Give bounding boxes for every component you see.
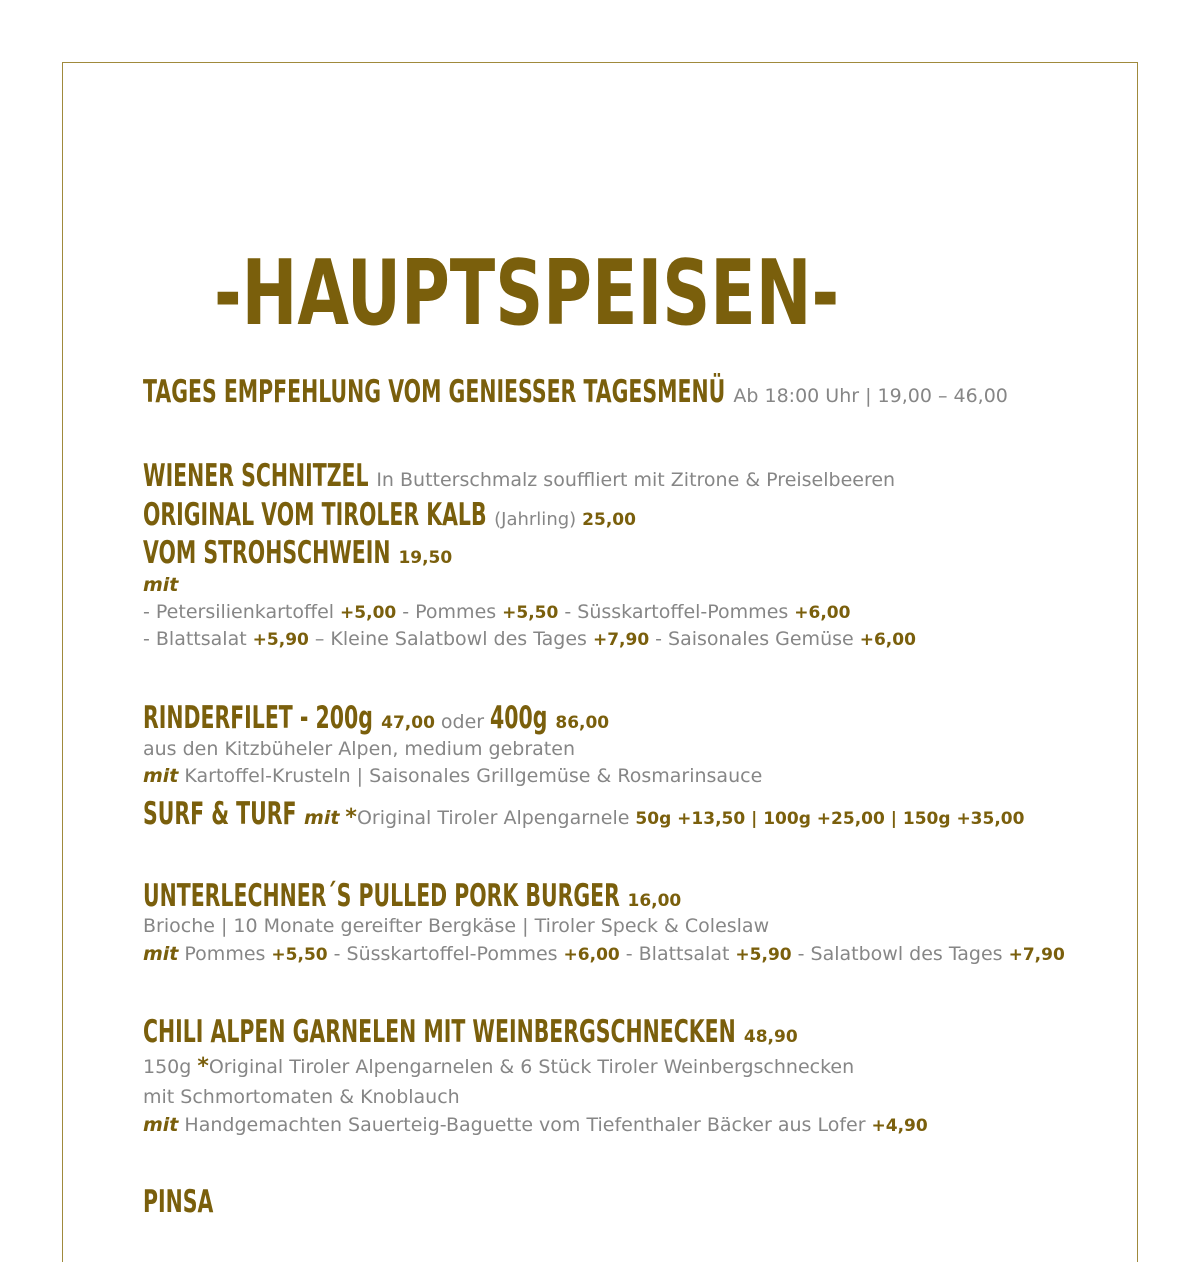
chili-desc2-row	[143, 1086, 460, 1108]
side-salatbowl-price: +7,90	[592, 630, 650, 650]
chili-mit: mit	[143, 1114, 179, 1136]
side-gemuese-price: +6,00	[859, 630, 916, 650]
burger-side-suesskartoffel-price: +6,00	[563, 945, 620, 965]
chili-sides: Handgemachten Sauerteig-Baguette vom Tiefenthaler Bäcker aus Lofer	[184, 1114, 866, 1136]
tages-name: TAGES EMPFEHLUNG VOM GENIESSER TAGESMENÜ	[143, 374, 726, 410]
tages-info: Ab 18:00 Uhr | 19,00 – 46,00	[733, 385, 1008, 407]
burger-side-suesskartoffel: - Süsskartoffel-Pommes	[333, 943, 558, 965]
chili-desc1: Original Tiroler Alpengarnelen & 6 Stück Tiroler Weinbergschnecken	[208, 1056, 855, 1078]
schwein-price: 19,50	[398, 548, 453, 568]
kalb-name: ORIGINAL VOM TIROLER KALB	[143, 497, 487, 533]
rinder-desc-row	[143, 738, 575, 760]
side-blattsalat: - Blattsalat	[143, 628, 247, 650]
burger-sides-row	[143, 943, 1065, 965]
chili-sides-price: +4,90	[871, 1116, 928, 1136]
burger-side-salatbowl-price: +7,90	[1008, 945, 1065, 965]
chili-sides-row	[143, 1114, 928, 1136]
pinsa-row	[143, 1184, 221, 1220]
side-salatbowl: – Kleine Salatbowl des Tages	[314, 628, 587, 650]
rinder-name: RINDERFILET - 200g	[143, 700, 373, 736]
burger-desc: Brioche | 10 Monate gereifter Bergkäse | Tiroler Speck & Coleslaw	[143, 915, 770, 937]
rinder-row	[143, 700, 609, 736]
rinder-price2: 86,00	[555, 713, 610, 733]
chili-desc2: mit Schmortomaten & Knoblauch	[143, 1086, 460, 1108]
schnitzel-sides-1	[143, 601, 850, 623]
pinsa-name: PINSA	[143, 1184, 214, 1220]
burger-row	[143, 878, 681, 914]
schwein-row	[143, 535, 452, 571]
burger-price: 16,00	[627, 891, 682, 911]
chili-desc1-row	[143, 1054, 854, 1079]
schnitzel-name: WIENER SCHNITZEL	[143, 458, 369, 494]
burger-mit: mit	[143, 943, 179, 965]
burger-side-pommes-price: +5,50	[271, 945, 328, 965]
side-pommes-price: +5,50	[502, 603, 559, 623]
schnitzel-mit: mit	[143, 574, 179, 596]
surf-name: SURF & TURF	[143, 796, 297, 832]
chili-star: *	[197, 1054, 209, 1079]
side-gemuese: - Saisonales Gemüse	[655, 628, 854, 650]
rinder-price1: 47,00	[381, 713, 435, 733]
chili-desc1-pre: 150g	[143, 1056, 192, 1078]
schnitzel-sides-2	[143, 628, 916, 650]
rinder-sides: Kartoffel-Krusteln | Saisonales Grillgemüse & Rosmarinsauce	[184, 765, 763, 787]
kalb-price: 25,00	[582, 510, 636, 530]
surf-star: *	[345, 805, 357, 830]
side-suesskartoffel: - Süsskartoffel-Pommes	[564, 601, 789, 623]
schwein-name: VOM STROHSCHWEIN	[143, 535, 391, 571]
side-pommes: - Pommes	[402, 601, 497, 623]
burger-side-blattsalat-price: +5,90	[735, 945, 792, 965]
chili-price: 48,90	[743, 1027, 798, 1047]
side-petersilien-price: +5,00	[340, 603, 397, 623]
rinder-name2: 400g	[490, 700, 548, 736]
rinder-oder: oder	[440, 711, 485, 733]
tages-row	[143, 374, 1008, 410]
burger-side-blattsalat: - Blattsalat	[625, 943, 730, 965]
side-blattsalat-price: +5,90	[252, 630, 309, 650]
surf-desc: Original Tiroler Alpengarnele	[356, 807, 630, 829]
schnitzel-desc: In Butterschmalz souffliert mit Zitrone & Preiselbeeren	[376, 469, 896, 491]
surf-mit: mit	[304, 807, 340, 829]
burger-side-pommes: Pommes	[184, 943, 266, 965]
side-petersilien: - Petersilienkartoffel	[143, 601, 335, 623]
burger-side-salatbowl: - Salatbowl des Tages	[797, 943, 1003, 965]
rinder-desc: aus den Kitzbüheler Alpen, medium gebraten	[143, 738, 575, 760]
surf-row	[143, 796, 1024, 832]
rinder-mit: mit	[143, 765, 179, 787]
page-title: -HAUPTSPEISEN-	[214, 241, 840, 346]
surf-prices: 50g +13,50 | 100g +25,00 | 150g +35,00	[635, 809, 1025, 829]
chili-row	[143, 1014, 798, 1050]
schnitzel-mit-row	[143, 574, 178, 596]
side-suesskartoffel-price: +6,00	[794, 603, 851, 623]
burger-name: UNTERLECHNER´S PULLED PORK BURGER	[143, 878, 620, 914]
chili-name: CHILI ALPEN GARNELEN MIT WEINBERGSCHNECKEN	[143, 1014, 736, 1050]
rinder-sides-row	[143, 765, 762, 787]
schnitzel-row	[143, 458, 895, 494]
kalb-row	[143, 497, 636, 533]
burger-desc-row	[143, 915, 769, 937]
kalb-note: (Jahrling)	[494, 509, 577, 530]
